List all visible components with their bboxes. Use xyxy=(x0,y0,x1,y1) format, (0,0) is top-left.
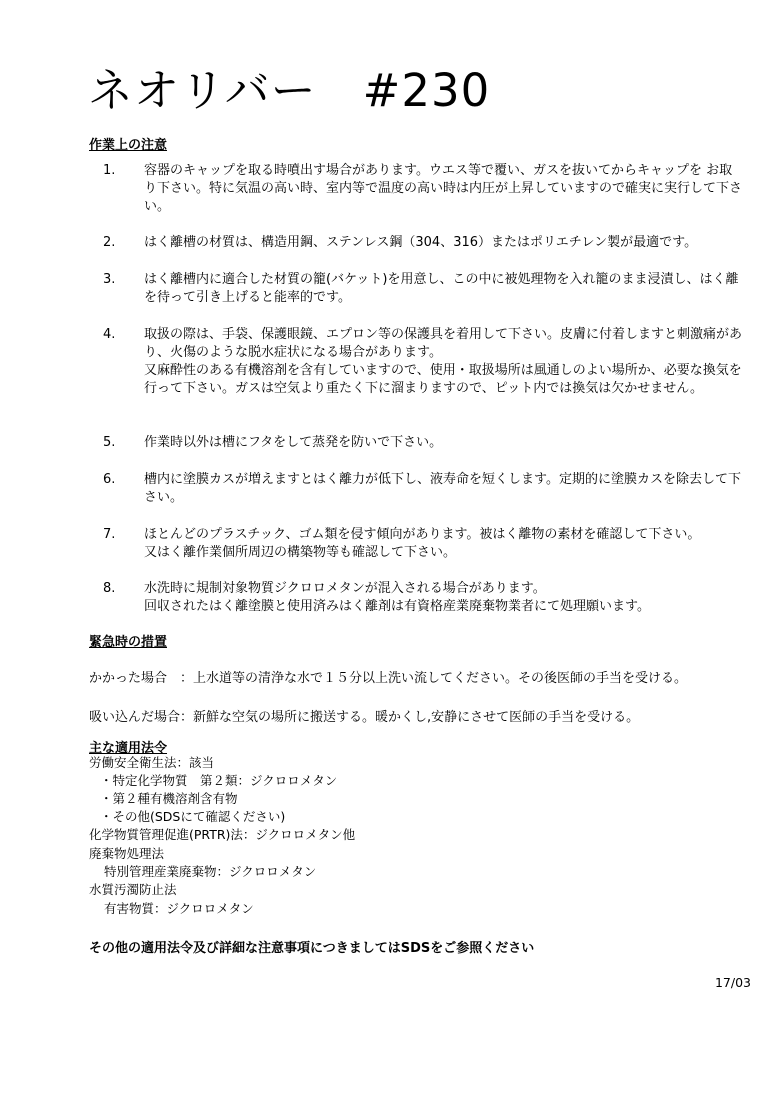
item-text: 作業時以外は槽にフタをして蒸発を防いで下さい。 xyxy=(144,435,443,450)
item-number: 4. xyxy=(103,327,116,342)
law-line: 労働安全衛生法：該当 xyxy=(89,755,215,770)
law-line: 廃棄物処理法 xyxy=(89,846,165,861)
item-text: 容器のキャップを取る時噴出す場合があります。ウエス等で覆い、ガスを抜いてからキャップを お取り下さい。特に気温の高い時、室内等で温度の高い時は内圧が上昇していますので確実に実行して下さい。 xyxy=(144,163,743,214)
item-number: 1. xyxy=(103,163,116,178)
item-text: はく離槽内に適合した材質の籠(バケット)を用意し、この中に被処理物を入れ籠のまま浸漬し、はく離を待って引き上げると能率的です。 xyxy=(144,272,739,305)
item-number: 3. xyxy=(103,272,116,287)
emergency-contact: かかった場合 ：上水道等の清浄な水で１５分以上洗い流してください。その後医師の手当を受ける。 xyxy=(89,671,688,686)
item-text: 槽内に塗膜カスが増えますとはく離力が低下し、液寿命を短くします。定期的に塗膜カスを除去して下さい。 xyxy=(144,472,741,505)
emergency-inhale: 吸い込んだ場合：新鮮な空気の場所に搬送する。暖かくし,安静にさせて医師の手当を受ける。 xyxy=(89,710,640,725)
item-number: 2. xyxy=(103,235,116,250)
item-text: 取扱の際は、手袋、保護眼鏡、エプロン等の保護具を着用して下さい。皮膚に付着しますと刺激痛があり、火傷のような脱水症状になる場合があります。 xyxy=(144,327,743,360)
laws-heading: 主な適用法令 xyxy=(89,741,168,756)
item-number: 7. xyxy=(103,527,116,542)
caution-heading: 作業上の注意 xyxy=(89,138,168,153)
item-text: 又麻酔性のある有機溶剤を含有していますので、使用・取扱場所は風通しのよい場所か、必要な換気を行って下さい。ガスは空気より重たく下に溜まりますので、ピット内では換気は欠かせません。 xyxy=(144,363,742,396)
item-text: はく離槽の材質は、構造用鋼、ステンレス鋼（304、316）またはポリエチレン製が最適です。 xyxy=(144,235,698,250)
law-line: ・その他(SDSにて確認ください) xyxy=(100,809,286,824)
emergency-heading: 緊急時の措置 xyxy=(89,635,168,650)
sds-reference-note: その他の適用法令及び詳細な注意事項につきましてはSDSをご参照ください xyxy=(89,941,535,956)
item-number: 8. xyxy=(103,581,116,596)
product-title: ネオリバー #230 xyxy=(88,64,491,117)
item-text: 水洗時に規制対象物質ジクロロメタンが混入される場合があります。 xyxy=(144,581,546,596)
item-number: 6. xyxy=(103,472,116,487)
item-number: 5. xyxy=(103,435,116,450)
law-line: 水質汚濁防止法 xyxy=(89,882,177,897)
item-text: 回収されたはく離塗膜と使用済みはく離剤は有資格産業廃棄物業者にて処理願います。 xyxy=(144,599,650,614)
law-line: 化学物質管理促進(PRTR)法：ジクロロメタン他 xyxy=(89,827,356,842)
law-line: 特別管理産業廃棄物：ジクロロメタン xyxy=(104,864,317,879)
law-line: ・第２種有機溶剤含有物 xyxy=(100,791,238,806)
item-text: ほとんどのプラスチック、ゴム類を侵す傾向があります。被はく離物の素材を確認して下さい。 xyxy=(144,527,701,542)
law-line: ・特定化学物質 第２類：ジクロロメタン xyxy=(100,773,338,788)
item-text: 又はく離作業個所周辺の構築物等も確認して下さい。 xyxy=(144,545,457,560)
law-line: 有害物質：ジクロロメタン xyxy=(104,901,254,916)
revision-date: 17/03 xyxy=(714,975,751,990)
